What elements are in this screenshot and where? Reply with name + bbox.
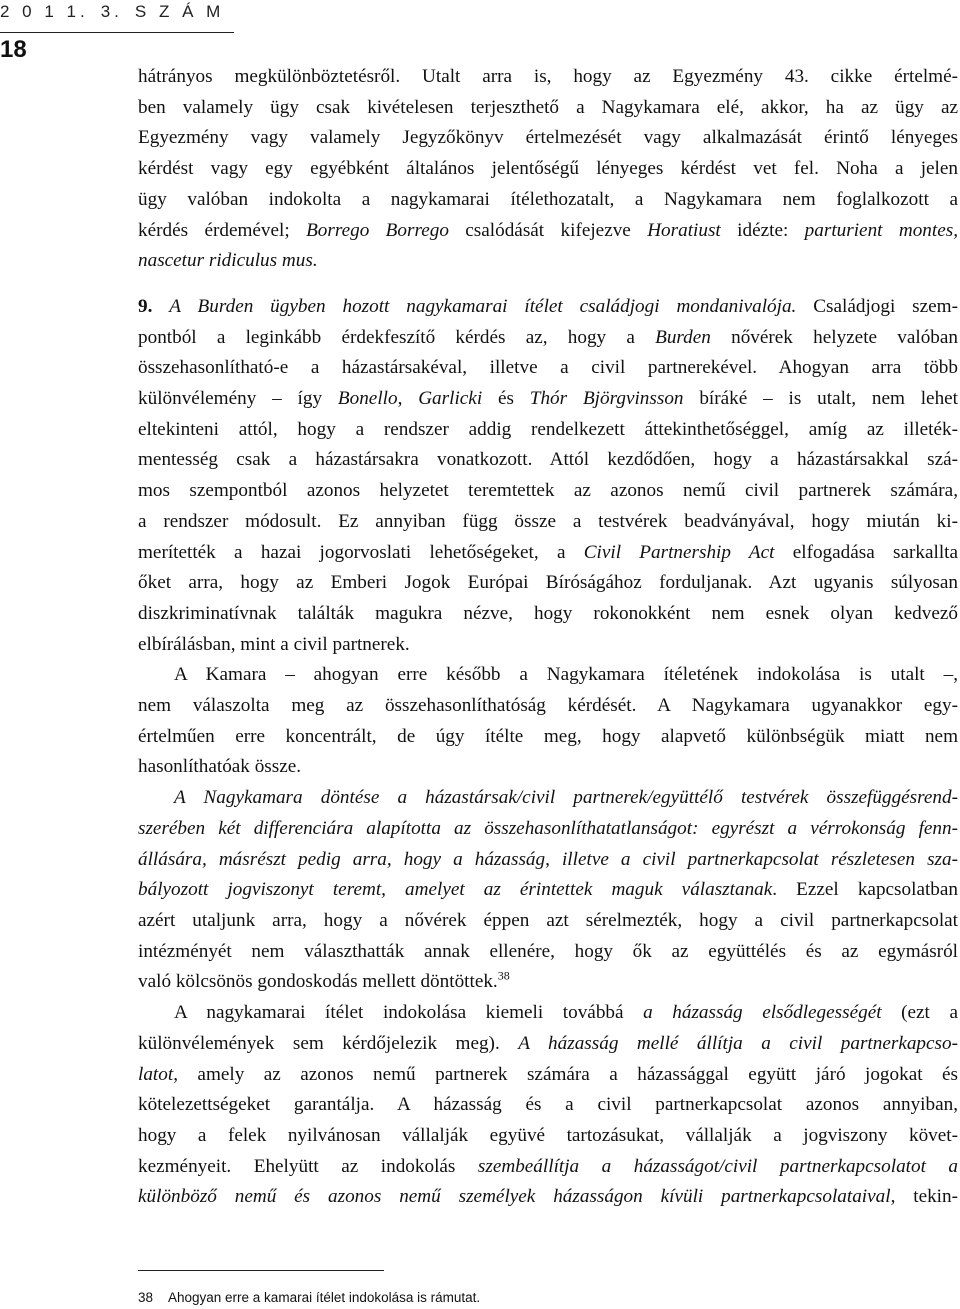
footnote-number: 38 (138, 1290, 154, 1305)
italic-text: Borrego Borrego (306, 219, 449, 241)
italic-text: Burden (655, 326, 711, 348)
text-line: kezményeit. Ehelyütt az indokolás szembeállítja a házasságot/civil partnerkapcsolatot a (138, 1155, 959, 1177)
text-line: hogy a felek nyilvánosan vállalják együvé tartozásukat, vállalják a jogviszony követ- (138, 1124, 958, 1146)
italic-text: parturient montes, (804, 219, 959, 241)
header-issue-label: S Z Á M (134, 2, 225, 21)
text-line: ben valamely ügy csak kivételesen terjeszthető a Nagykamara elé, akkor, ha az ügy az (138, 96, 958, 118)
page-number: 18 (0, 36, 27, 63)
text-line: elbírálásban, mint a civil partnerek. (138, 633, 410, 655)
paragraph-3 (138, 660, 958, 783)
text-line: ügy valóban indokolta a nagykamarai ítélethozatalt, a Nagykamara nem foglalkozott a (138, 188, 958, 210)
section-gap (138, 277, 958, 292)
header-year: 2 0 1 1. (0, 2, 89, 21)
italic-text: Horatiust (647, 219, 721, 241)
text-line: őket arra, hogy az Emberi Jogok Európai Bíróságához forduljanak. Azt ugyanis súlyosan (138, 572, 958, 594)
italic-text: állására, másrészt pedig arra, hogy a házasság, illetve a civil partnerkapcsolat részletesen sza- (138, 848, 958, 870)
text-line: különvélemény – így Bonello, Garlicki és Thór Björgvinsson bíráké – is utalt, nem lehet (138, 388, 959, 410)
italic-text: A Burden ügyben hozott nagykamarai ítélet családjogi mondanivalója. (169, 295, 797, 317)
text-line (138, 845, 958, 876)
text-line: diszkriminatívnak találták magukra nézve, hogy rokonokként nem esnek olyan kedvező (138, 602, 958, 624)
text-line: intézményét nem választhatták annak ellenére, hogy ők az együttélés és az egymásról (138, 940, 958, 962)
paragraph-1 (138, 62, 958, 277)
paragraph-4 (138, 783, 958, 998)
text-line: A nagykamarai ítélet indokolása kiemeli továbbá a házasság elsődlegességét (ezt a (174, 1002, 958, 1024)
footnote-text: Ahogyan erre a kamarai ítélet indokolása is rámutat. (168, 1290, 481, 1305)
italic-text: A házasság mellé állítja a civil partnerkapcso- (518, 1032, 958, 1054)
text-line: kérdés érdemével; Borrego Borrego csalódását kifejezve Horatiust idézte: parturient montes, (138, 219, 959, 241)
text-line: különvélemények sem kérdőjelezik meg). A házasság mellé állítja a civil partnerkapcso- (138, 1032, 958, 1054)
italic-text: a házasság elsődlegességét (643, 1002, 882, 1024)
text-line: kötelezettségeket garantálja. A házasság és a civil partnerkapcsolat azonos annyiban, (138, 1094, 958, 1116)
header-rule (0, 32, 234, 33)
header-issue-number: 3. (100, 2, 123, 21)
paragraph-section-9 (138, 292, 958, 660)
italic-text: különböző nemű és azonos nemű személyek házasságon kívüli partnerkapcsolataival (138, 1186, 891, 1208)
text-line (138, 246, 958, 277)
text-line: bályozott jogviszonyt teremt, amelyet az érintettek maguk választanak. Ezzel kapcsolatban (138, 879, 959, 901)
italic-text: nascetur ridiculus mus. (138, 250, 318, 272)
text-line: különböző nemű és azonos nemű személyek házasságon kívüli partnerkapcsolataival, tekin- (138, 1186, 958, 1208)
text-line: hasonlíthatóak össze. (138, 756, 302, 778)
italic-text: A Nagykamara döntése a házastársak/civil partnerek/együttélő testvérek összefüggésrend- (174, 787, 958, 809)
text-line: értelműen erre koncentrált, de úgy ítélte meg, hogy alapvető különbségük miatt nem (138, 725, 958, 747)
footnote (138, 1290, 480, 1305)
text-line: A Kamara – ahogyan erre később a Nagykamara ítéletének indokolása is utalt –, (174, 664, 958, 686)
footnote-rule (138, 1270, 384, 1271)
text-line: kérdést vagy egy egyébként általános jelentőségű lényeges kérdést vet fel. Noha a jelen (138, 158, 958, 180)
italic-text: Thór Björgvinsson (529, 388, 684, 410)
text-line: mos szempontból azonos helyzetet teremtettek az azonos nemű civil partnerek számára, (138, 480, 958, 502)
italic-text: szembeállítja a házasságot/civil partnerkapcsolatot a (477, 1155, 959, 1177)
text-line: 9. A Burden ügyben hozott nagykamarai ítélet családjogi mondanivalója. Családjogi szem- (138, 295, 959, 317)
italic-text: bályozott jogviszonyt teremt, amelyet az érintettek maguk választanak (138, 879, 773, 901)
running-header (0, 2, 224, 22)
text-line (138, 814, 958, 845)
body-text (138, 62, 958, 1213)
text-line: merítették a hazai jogorvoslati lehetőségeket, a Civil Partnership Act elfogadása sarkallta (138, 541, 959, 563)
footnote-ref: 38 (497, 969, 510, 983)
text-line: mentesség csak a házastársakra vonatkozott. Attól kezdődően, hogy a házastársakkal szá- (138, 449, 958, 471)
italic-text: szerében két differenciára alapította az összehasonlíthatatlanságot: egyrészt a vérrokonság fenn- (138, 817, 958, 839)
text-line: hátrányos megkülönböztetésről. Utalt arra is, hogy az Egyezmény 43. cikke értelmé- (138, 66, 958, 87)
text-line: való kölcsönös gondoskodás mellett döntöttek.$^{38}$ (138, 969, 510, 993)
text-line: eltekinteni attól, hogy a rendszer addig rendelkezett áttekinthetőséggel, amíg az illeték- (138, 418, 958, 440)
text-line: összehasonlítható-e a házastársakéval, illetve a civil partnerekével. Ahogyan arra több (138, 357, 958, 379)
italic-text: latot (138, 1063, 174, 1085)
italic-text: Bonello (337, 388, 398, 410)
text-line: latot, amely az azonos nemű partnerek számára a házassággal együtt járó jogokat és (138, 1063, 958, 1085)
italic-text: Garlicki (418, 388, 483, 410)
section-number: 9. (138, 295, 170, 317)
text-line: azért utaljunk arra, hogy a nővérek éppen azt sérelmezték, hogy a civil partnerkapcsolat (138, 909, 958, 931)
italic-text: Civil Partnership Act (583, 541, 775, 563)
text-line (138, 783, 958, 814)
text-line: Egyezmény vagy valamely Jegyzőkönyv értelmezését vagy alkalmazását érintő lényeges (138, 127, 958, 149)
text-line: pontból a leginkább érdekfeszítő kérdés az, hogy a Burden nővérek helyzete valóban (138, 326, 958, 348)
text-line: nem válaszolta meg az összehasonlíthatóság kérdését. A Nagykamara ugyanakkor egy- (138, 695, 958, 717)
text-line: a rendszer módosult. Ez annyiban függ össze a testvérek beadványával, hogy miután ki- (138, 510, 958, 532)
paragraph-5 (138, 998, 958, 1213)
